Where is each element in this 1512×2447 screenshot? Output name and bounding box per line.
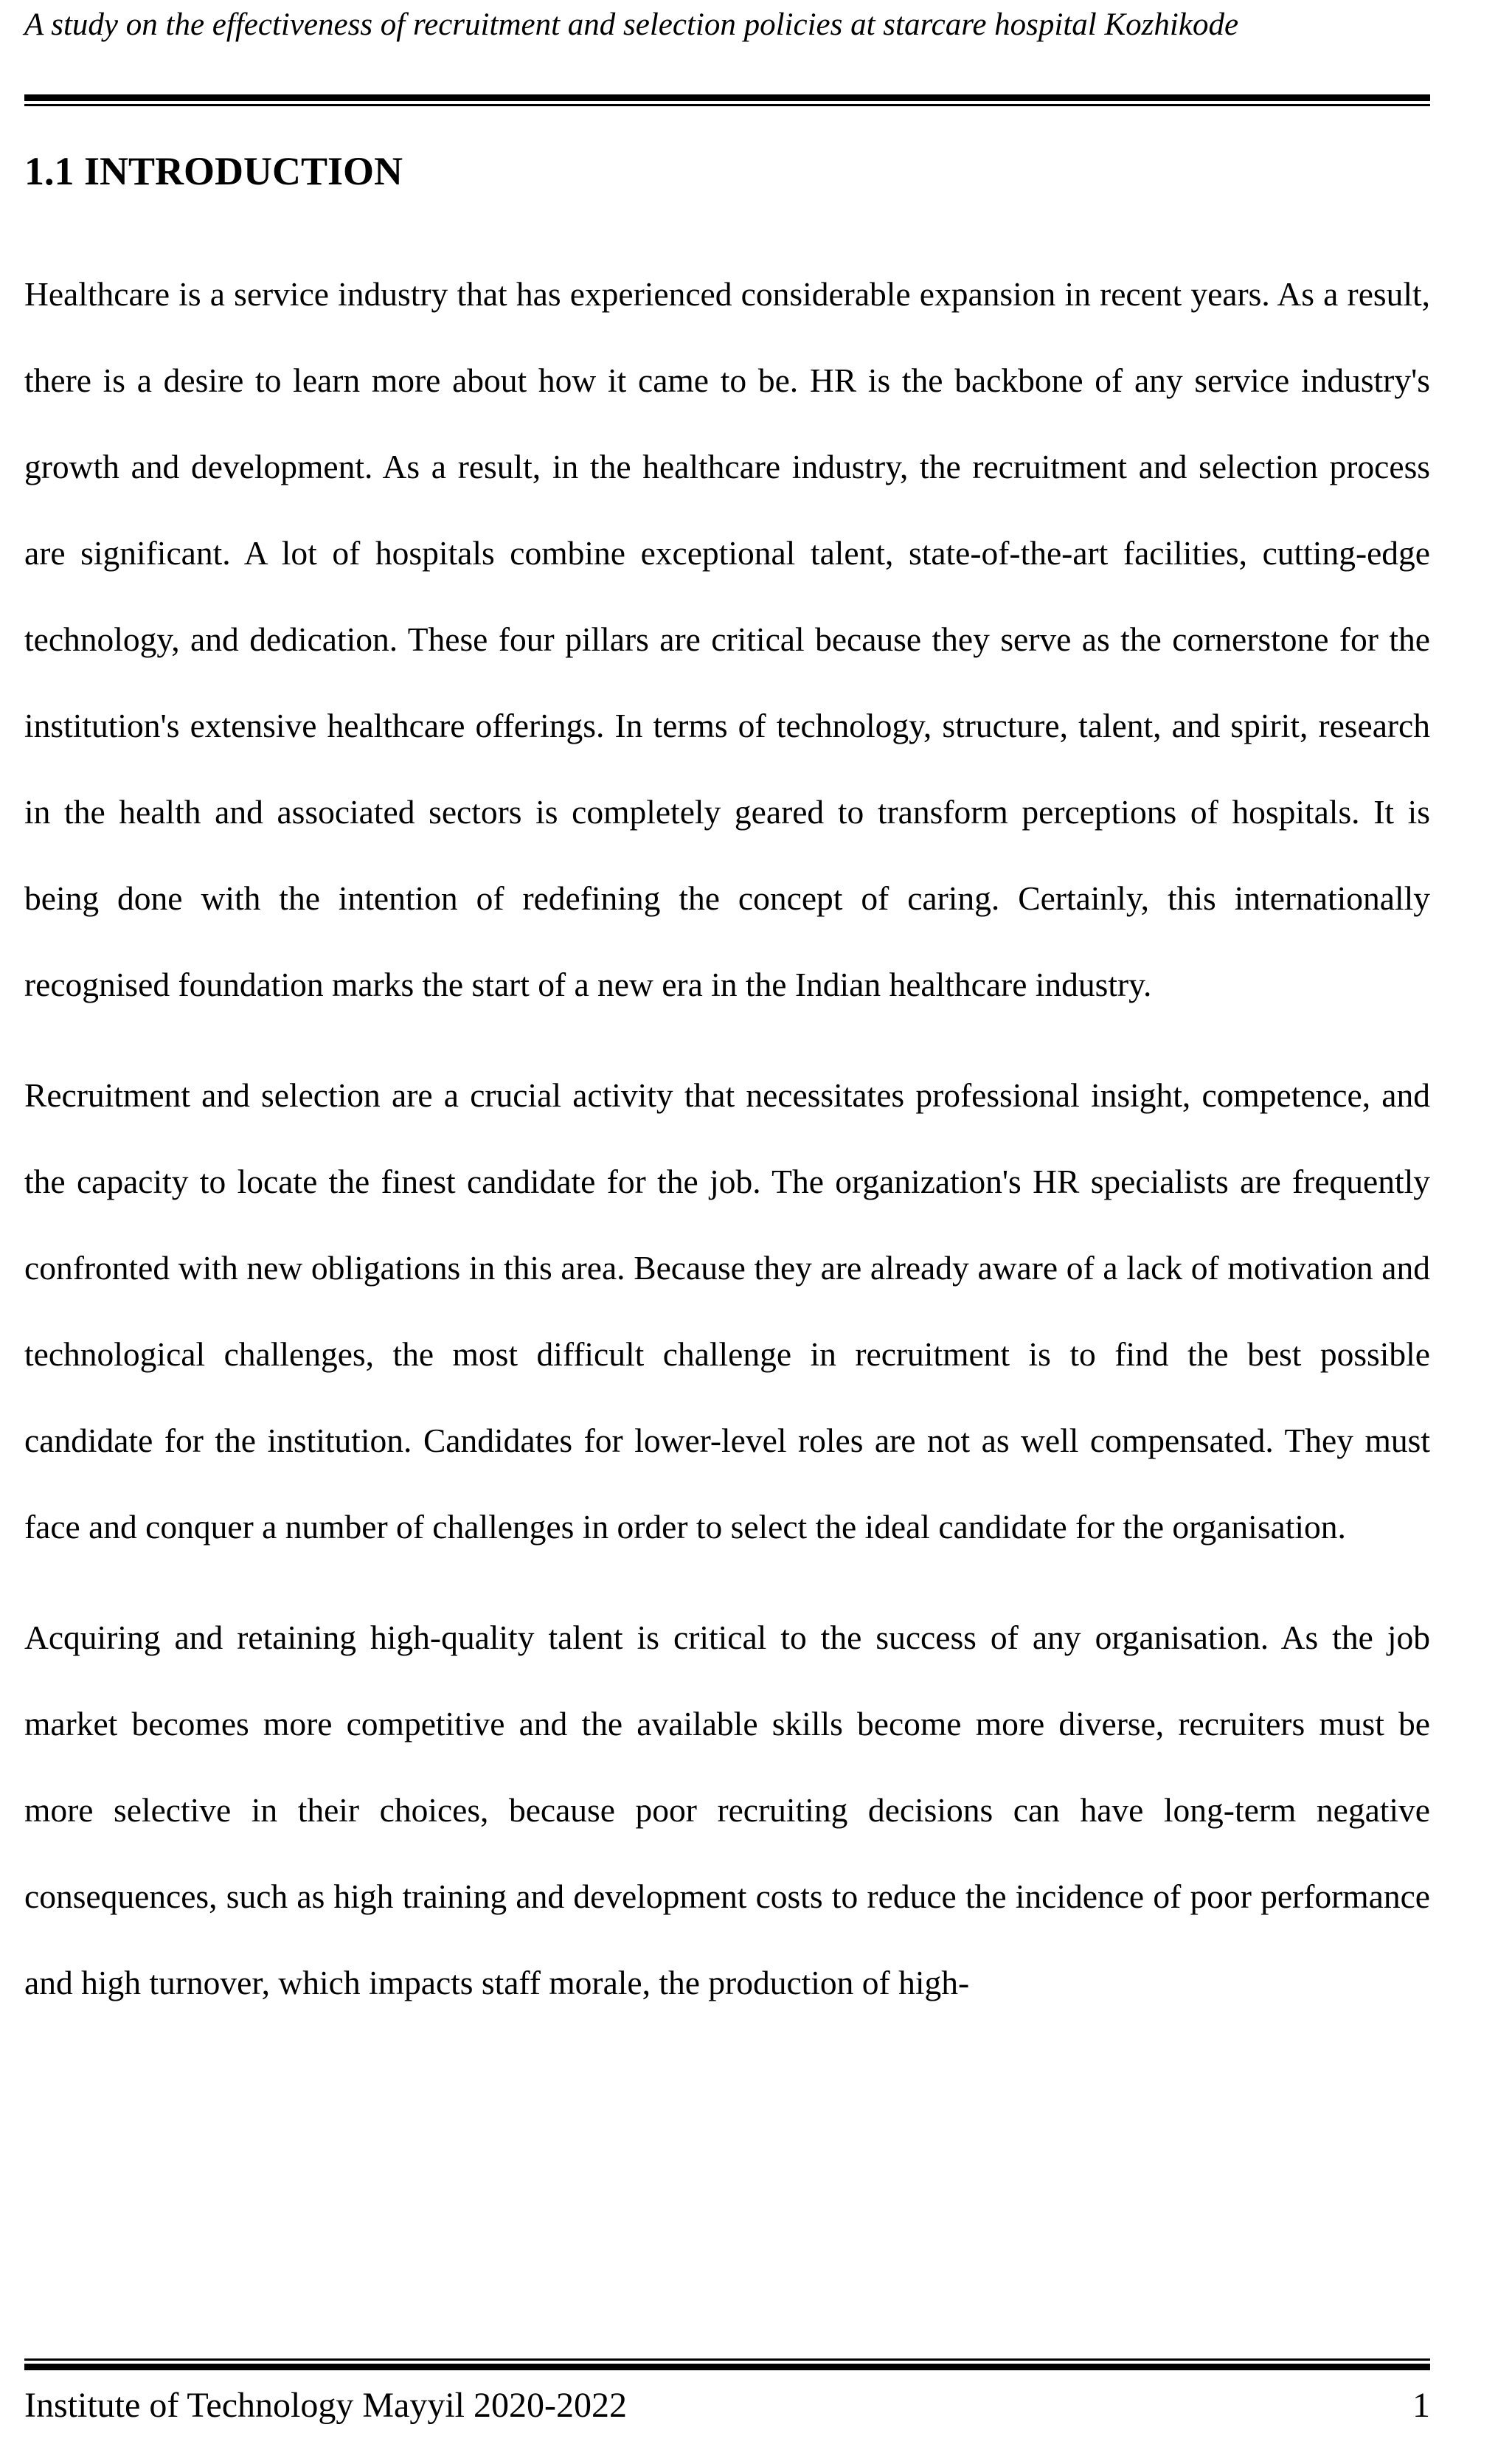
paragraph-3: Acquiring and retaining high-quality talent is critical to the success of any organisation. As the job market becomes more competitive and the available skills become more diverse, recruiters must be more selective in their choices, because poor recruiting decisions can have long-term negative consequences, such as high training and development costs to reduce the incidence of poor performance and high turnover, which impacts staff morale, the production of high- [24, 1619, 1430, 2001]
paragraph-1: Healthcare is a service industry that has experienced considerable expansion in recent years. As a result, there is a desire to learn more about how it came to be. HR is the backbone of any service industry's growth and development. As a result, in the healthcare industry, the recruitment and selection process are significant. A lot of hospitals combine exceptional talent, state-of-the-art facilities, cutting-edge technology, and dedication. These four pillars are critical because they serve as the cornerstone for the institution's extensive healthcare offerings. In terms of technology, structure, talent, and spirit, research in the health and associated sectors is completely geared to transform perceptions of hospitals. It is being done with the intention of redefining the concept of caring. Certainly, this internationally recognised foundation marks the start of a new era in the Indian healthcare industry. [24, 275, 1430, 1003]
footer-rule-thick [24, 2364, 1430, 2370]
footer-rule-thin [24, 2358, 1430, 2361]
running-header: A study on the effectiveness of recruitment and selection policies at starcare hospital Kozhikode [24, 7, 1239, 42]
body-text [24, 251, 1430, 2026]
header-rule-thin [24, 104, 1430, 106]
footer-institution: Institute of Technology Mayyil 2020-2022 [24, 2386, 627, 2425]
header-rule-thick [24, 94, 1430, 101]
page-number: 1 [1412, 2386, 1430, 2425]
paragraph-2: Recruitment and selection are a crucial activity that necessitates professional insight, competence, and the capacity to locate the finest candidate for the job. The organization's HR specialists are frequently confronted with new obligations in this area. Because they are already aware of a lack of motivation and technological challenges, the most difficult challenge in recruitment is to find the best possible candidate for the institution. Candidates for lower-level roles are not as well compensated. They must face and conquer a number of challenges in order to select the ideal candidate for the organisation. [24, 1076, 1430, 1546]
section-heading: 1.1 INTRODUCTION [24, 149, 403, 193]
